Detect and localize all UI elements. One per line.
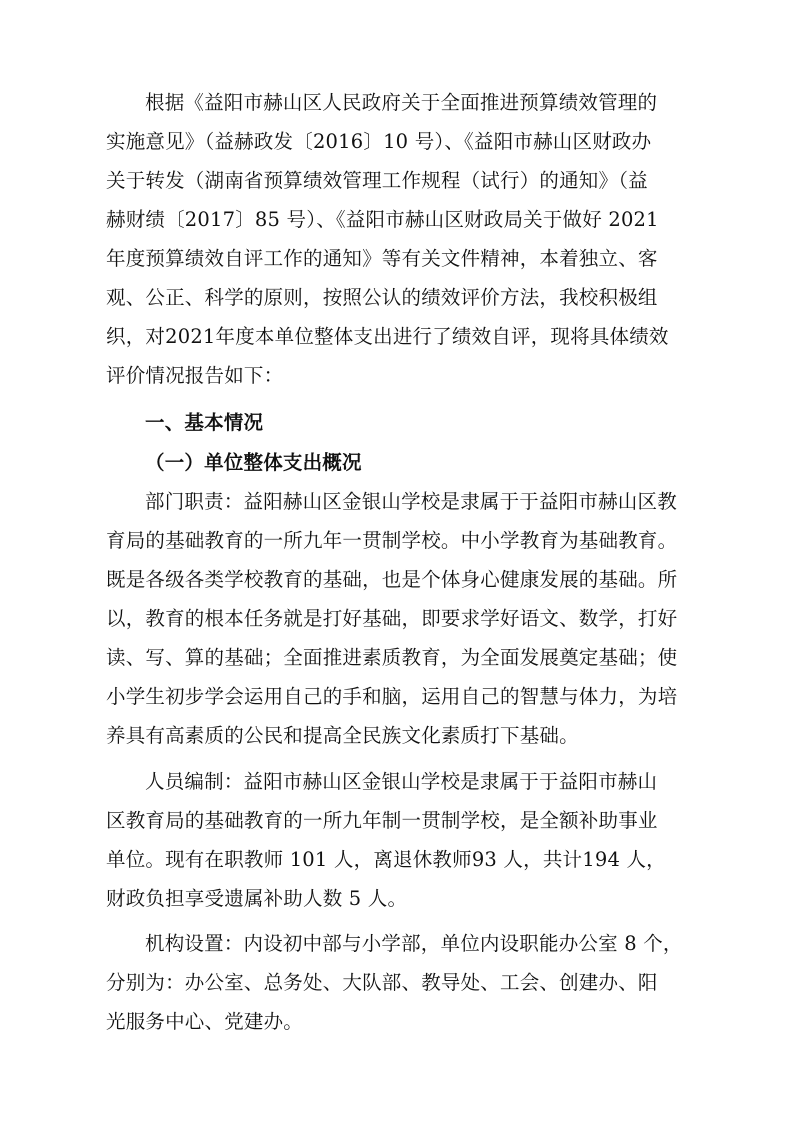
staffing-line-2: 区教育局的基础教育的一所九年制一贯制学校，是全额补助事业 bbox=[106, 809, 658, 832]
staffing-line-3: 单位。现有在职教师 101 人，离退休教师93 人，共计194 人， bbox=[106, 848, 666, 871]
duties-line-4: 以，教育的根本任务就是打好基础，即要求学好语文、数学，打好 bbox=[106, 607, 678, 630]
duties-line-1: 部门职责：益阳赫山区金银山学校是隶属于于益阳市赫山区教 bbox=[145, 490, 677, 513]
intro-line-4: 赫财绩〔2017〕85 号）、《益阳市赫山区财政局关于做好 2021 bbox=[106, 208, 659, 231]
intro-line-3: 关于转发（湖南省预算绩效管理工作规程（试行）的通知》（益 bbox=[106, 169, 648, 192]
structure-line-1: 机构设置：内设初中部与小学部，单位内设职能办公室 8 个， bbox=[145, 932, 683, 955]
intro-line-8: 评价情况报告如下： bbox=[106, 364, 284, 387]
intro-line-2: 实施意见》（益赫政发〔2016〕10 号）、《益阳市赫山区财政办 bbox=[106, 130, 652, 153]
staffing-line-1: 人员编制：益阳市赫山区金银山学校是隶属于于益阳市赫山 bbox=[145, 770, 658, 793]
intro-line-1: 根据《益阳市赫山区人民政府关于全面推进预算绩效管理的 bbox=[145, 91, 658, 114]
duties-line-5: 读、写、算的基础；全面推进素质教育，为全面发展奠定基础；使 bbox=[106, 646, 678, 669]
structure-line-2: 分别为：办公室、总务处、大队部、教导处、工会、创建办、阳 bbox=[106, 971, 658, 994]
duties-line-2: 育局的基础教育的一所九年一贯制学校。中小学教育为基础教育。 bbox=[106, 529, 678, 552]
intro-line-6: 观、公正、科学的原则，按照公认的绩效评价方法，我校积极组 bbox=[106, 286, 658, 309]
intro-line-7: 织，对2021年度本单位整体支出进行了绩效自评，现将具体绩效 bbox=[106, 325, 669, 348]
intro-line-5: 年度预算绩效自评工作的通知》等有关文件精神，本着独立、客 bbox=[106, 247, 658, 270]
subsection-heading-expenditure-overview: （一）单位整体支出概况 bbox=[145, 451, 362, 474]
duties-line-6: 小学生初步学会运用自己的手和脑，运用自己的智慧与体力，为培 bbox=[106, 685, 678, 708]
structure-line-3: 光服务中心、党建办。 bbox=[106, 1010, 304, 1033]
duties-line-3: 既是各级各类学校教育的基础，也是个体身心健康发展的基础。所 bbox=[106, 568, 678, 591]
duties-line-7: 养具有高素质的公民和提高全民族文化素质打下基础。 bbox=[106, 724, 579, 747]
section-heading-basic-info: 一、基本情况 bbox=[145, 411, 264, 434]
staffing-line-4: 财政负担享受遗属补助人数 5 人。 bbox=[106, 887, 408, 910]
